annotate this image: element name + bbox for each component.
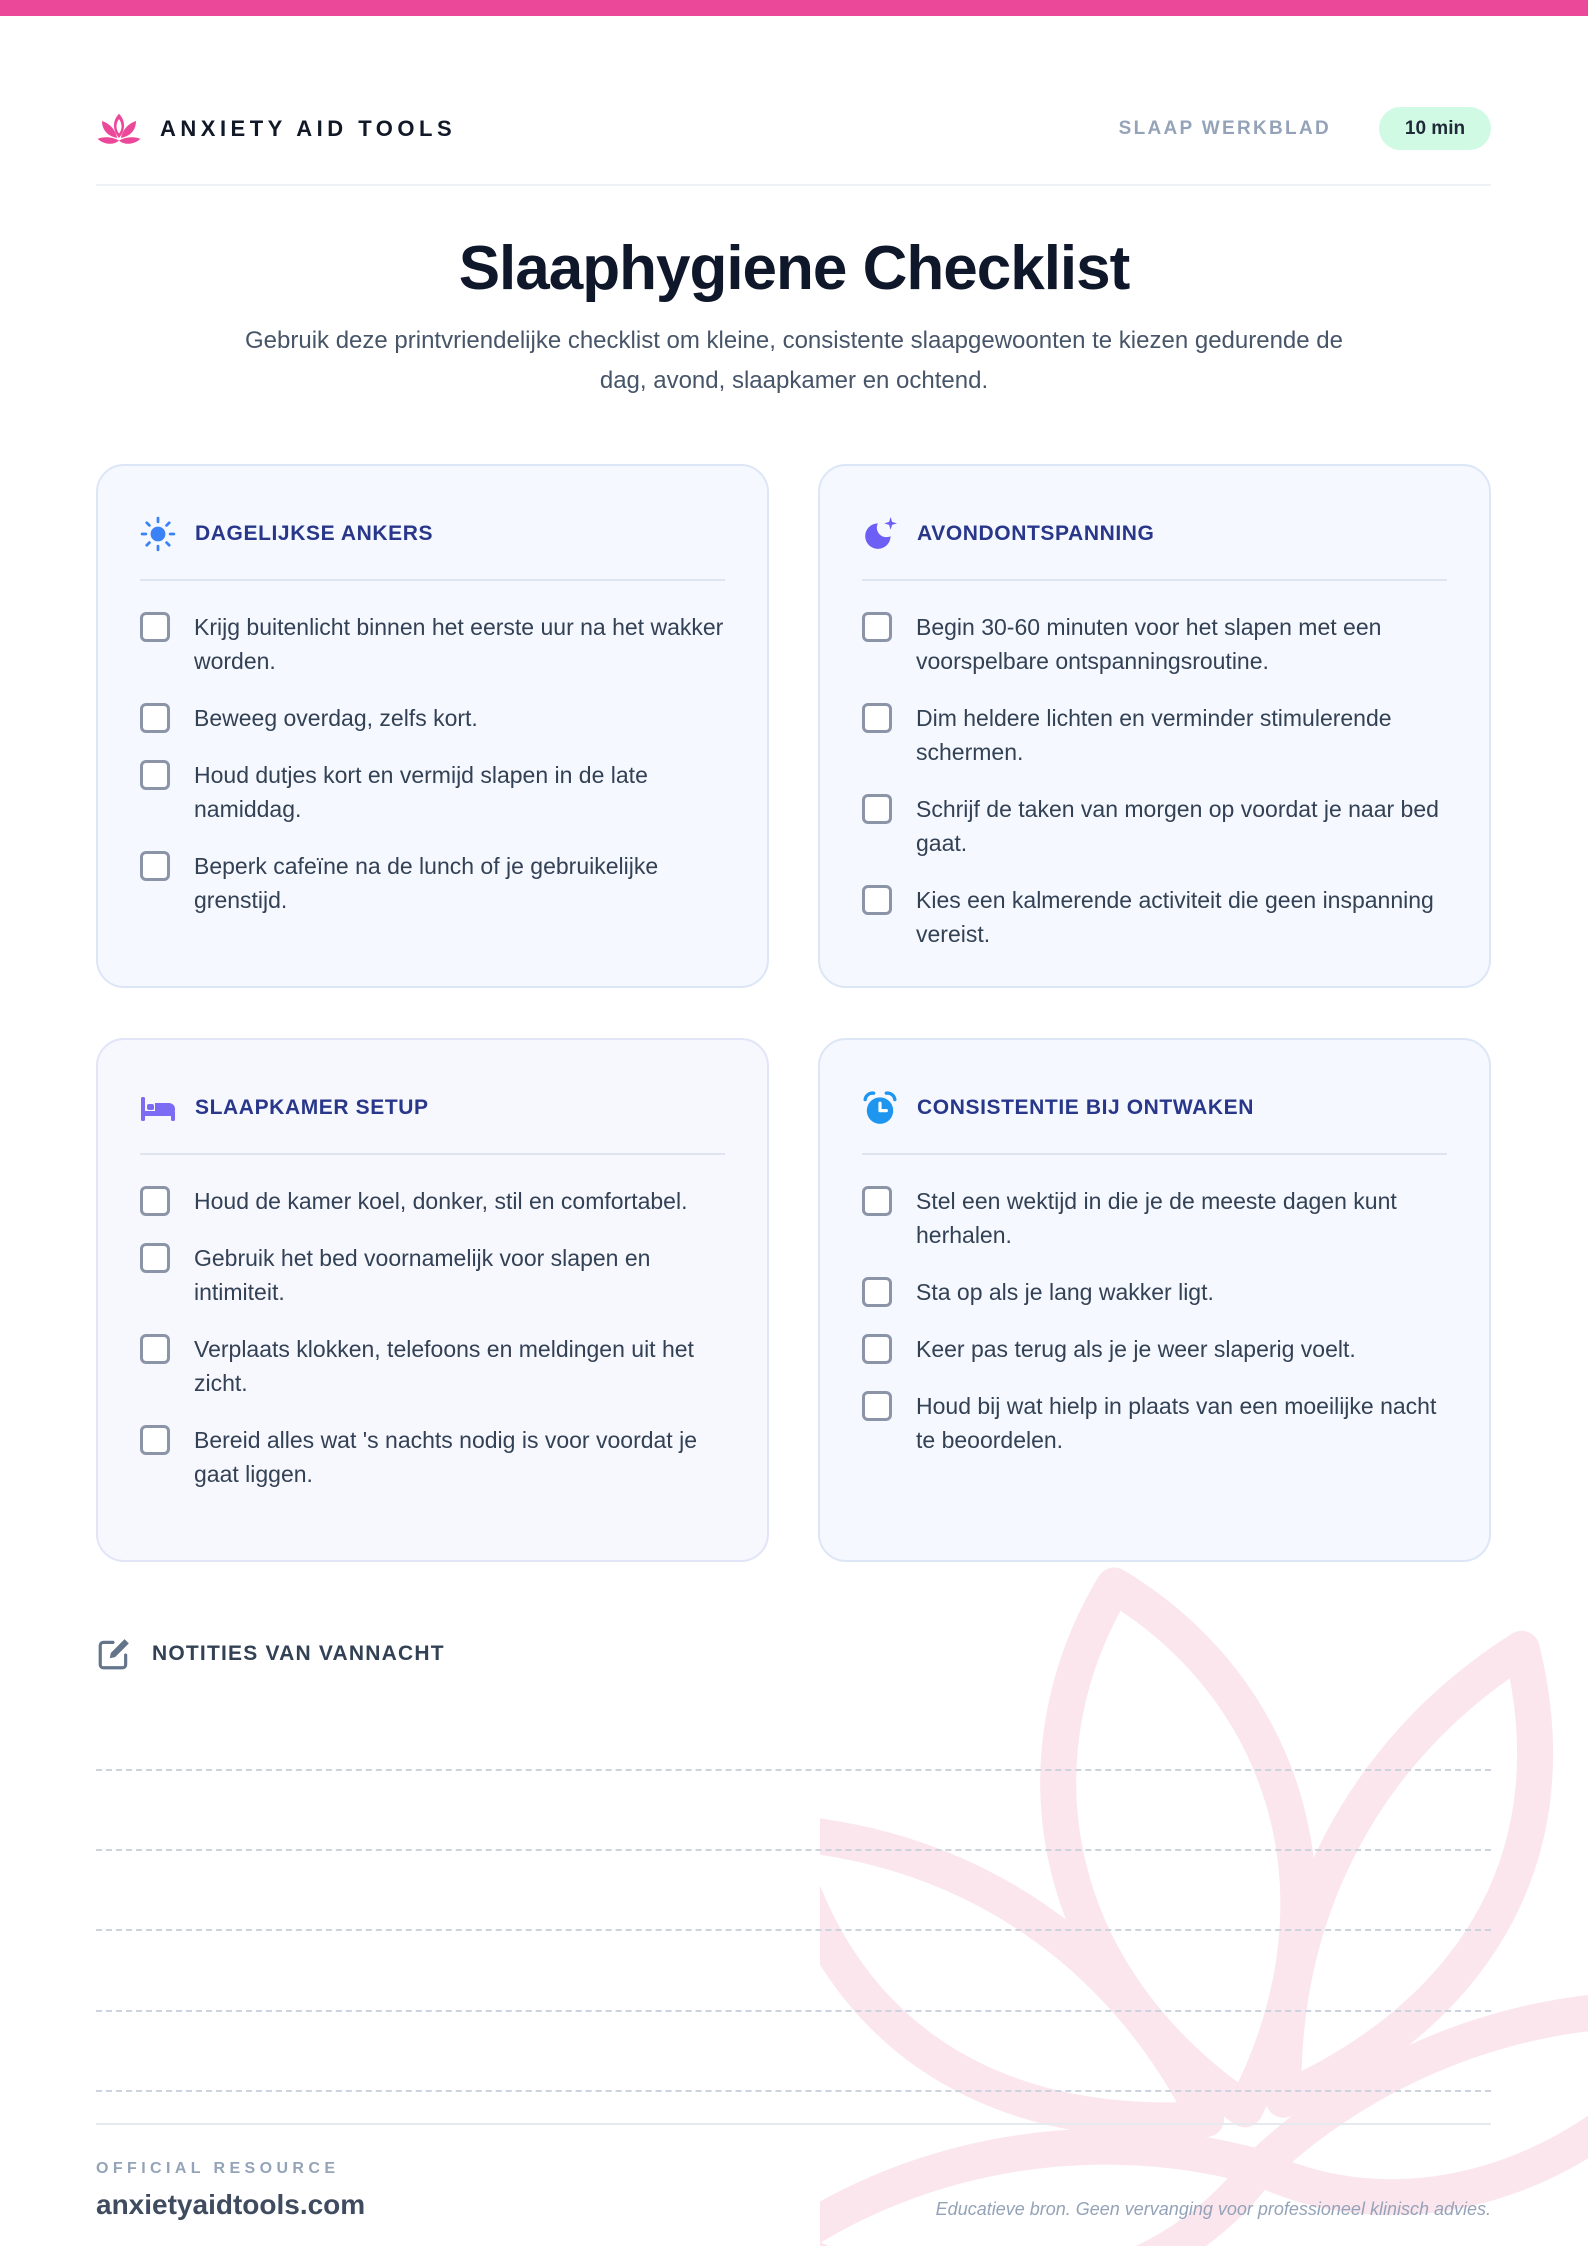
checklist-item <box>140 1332 725 1400</box>
checkbox[interactable] <box>862 885 892 915</box>
section-header <box>140 1088 725 1128</box>
section-card-bedroom-setup <box>96 1038 769 1562</box>
section-header <box>140 514 725 554</box>
checkbox[interactable] <box>862 612 892 642</box>
section-title: AVONDONTSPANNING <box>917 522 1155 545</box>
checklist-item <box>862 792 1447 860</box>
section-title: DAGELIJKSE ANKERS <box>195 522 434 545</box>
lotus-watermark-icon <box>820 1560 1588 2246</box>
footer-eyebrow: OFFICIAL RESOURCE <box>96 2160 340 2177</box>
checklist-item <box>140 1241 725 1309</box>
checkbox[interactable] <box>862 1334 892 1364</box>
checkbox[interactable] <box>140 1334 170 1364</box>
footer-site: anxietyaidtools.com <box>96 2189 366 2220</box>
lotus-icon <box>96 112 142 146</box>
accent-bar <box>0 0 1588 16</box>
checkbox[interactable] <box>140 760 170 790</box>
checklist-item <box>140 849 725 917</box>
checklist-item-text: Krijg buitenlicht binnen het eerste uur na het wakker worden. <box>194 614 724 674</box>
checklist-item <box>862 1275 1447 1309</box>
edit-icon <box>96 1636 132 1672</box>
checklist-item-text: Houd de kamer koel, donker, stil en comfortabel. <box>194 1188 688 1214</box>
checklist <box>140 1184 725 1491</box>
checklist <box>862 1184 1447 1457</box>
checklist-item-text: Sta op als je lang wakker ligt. <box>916 1279 1214 1305</box>
checklist-item <box>862 1184 1447 1252</box>
notes-writing-line <box>96 1929 1491 1931</box>
section-header <box>862 514 1447 554</box>
page-subtitle: Gebruik deze printvriendelijke checklist om kleine, consistente slaapgewoonten te kiezen gedurende de dag, avond, slaapkamer en ochtend. <box>245 327 1343 394</box>
notes-header <box>96 1636 445 1672</box>
section-divider <box>862 1153 1447 1155</box>
section-card-wake-consistency <box>818 1038 1491 1562</box>
checklist-item-text: Beweeg overdag, zelfs kort. <box>194 705 478 731</box>
notes-writing-line <box>96 2090 1491 2092</box>
notes-title: NOTITIES VAN VANNACHT <box>152 1642 445 1665</box>
header-meta <box>1119 107 1491 150</box>
checklist-grid <box>96 464 1491 1562</box>
checklist <box>140 610 725 917</box>
checkbox[interactable] <box>862 794 892 824</box>
checklist-item-text: Kies een kalmerende activiteit die geen inspanning vereist. <box>916 887 1434 947</box>
checklist-item-text: Gebruik het bed voornamelijk voor slapen en intimiteit. <box>194 1245 651 1305</box>
checkbox[interactable] <box>140 851 170 881</box>
checklist-item <box>862 610 1447 678</box>
checklist-item <box>862 883 1447 951</box>
section-title: CONSISTENTIE BIJ ONTWAKEN <box>917 1096 1255 1119</box>
checklist-item-text: Houd bij wat hielp in plaats van een moeilijke nacht te beoordelen. <box>916 1393 1437 1453</box>
section-card-daily-anchors <box>96 464 769 988</box>
section-header <box>862 1088 1447 1128</box>
bed-icon <box>140 1090 176 1126</box>
checklist-item <box>140 701 725 735</box>
checkbox[interactable] <box>140 1186 170 1216</box>
checklist-item-text: Begin 30-60 minuten voor het slapen met een voorspelbare ontspanningsroutine. <box>916 614 1382 674</box>
checklist-item <box>862 1389 1447 1457</box>
checklist <box>862 610 1447 951</box>
checkbox[interactable] <box>140 612 170 642</box>
section-title: SLAAPKAMER SETUP <box>195 1096 429 1119</box>
checklist-item-text: Verplaats klokken, telefoons en meldingen uit het zicht. <box>194 1336 694 1396</box>
sun-icon <box>140 516 176 552</box>
checkbox[interactable] <box>140 703 170 733</box>
checklist-item <box>140 610 725 678</box>
checkbox[interactable] <box>140 1425 170 1455</box>
page-header <box>96 107 1491 150</box>
brand <box>96 112 456 146</box>
checklist-item <box>862 701 1447 769</box>
footer-divider <box>96 2123 1491 2125</box>
checklist-item <box>140 1184 725 1218</box>
checklist-item-text: Beperk cafeïne na de lunch of je gebruikelijke grenstijd. <box>194 853 659 913</box>
section-card-evening-wind-down <box>818 464 1491 988</box>
checklist-item <box>140 758 725 826</box>
footer-disclaimer: Educatieve bron. Geen vervanging voor professioneel klinisch advies. <box>935 2199 1491 2219</box>
alarm-clock-icon <box>862 1090 898 1126</box>
checklist-item-text: Dim heldere lichten en verminder stimulerende schermen. <box>916 705 1392 765</box>
duration-badge: 10 min <box>1379 107 1491 150</box>
section-divider <box>140 1153 725 1155</box>
header-divider <box>96 184 1491 186</box>
checklist-item-text: Bereid alles wat 's nachts nodig is voor voordat je gaat liggen. <box>194 1427 697 1487</box>
notes-writing-line <box>96 1849 1491 1851</box>
brand-name: ANXIETY AID TOOLS <box>160 115 457 141</box>
checklist-item-text: Schrijf de taken van morgen op voordat je naar bed gaat. <box>916 796 1439 856</box>
page-title: Slaaphygiene Checklist <box>458 234 1130 303</box>
checkbox[interactable] <box>140 1243 170 1273</box>
checkbox[interactable] <box>862 1277 892 1307</box>
notes-writing-line <box>96 2010 1491 2012</box>
checkbox[interactable] <box>862 703 892 733</box>
checkbox[interactable] <box>862 1186 892 1216</box>
section-divider <box>140 579 725 581</box>
checklist-item-text: Stel een wektijd in die je de meeste dagen kunt herhalen. <box>916 1188 1397 1248</box>
moon-icon <box>862 516 898 552</box>
checklist-item-text: Houd dutjes kort en vermijd slapen in de late namiddag. <box>194 762 648 822</box>
checkbox[interactable] <box>862 1391 892 1421</box>
checklist-item <box>862 1332 1447 1366</box>
sheet-type-label: SLAAP WERKBLAD <box>1118 117 1331 139</box>
checklist-item <box>140 1423 725 1491</box>
section-divider <box>862 579 1447 581</box>
checklist-item-text: Keer pas terug als je je weer slaperig voelt. <box>916 1336 1356 1362</box>
notes-writing-line <box>96 1769 1491 1771</box>
